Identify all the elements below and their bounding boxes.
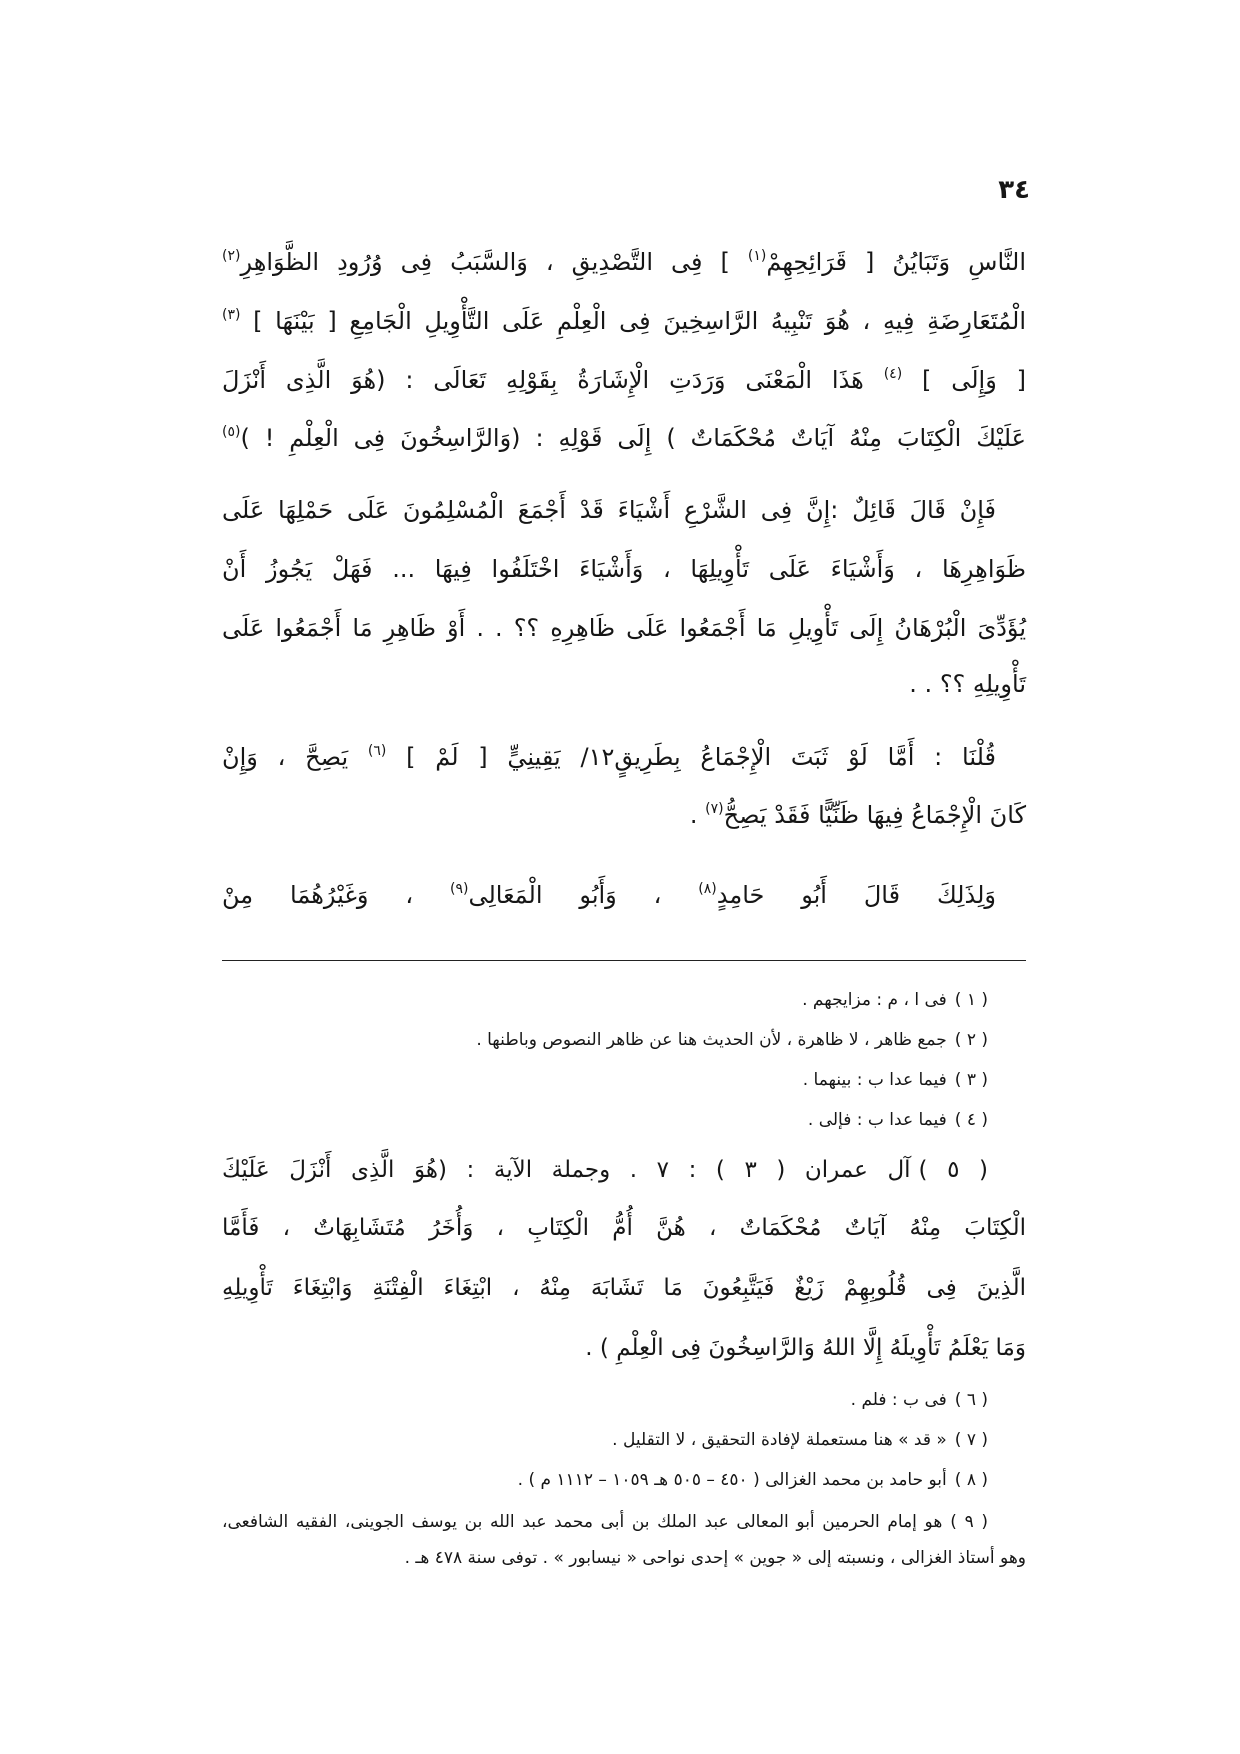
- footnote-8: [222, 1463, 1026, 1497]
- footnote-label: ( ٢ ): [954, 1030, 988, 1050]
- body-line-3: [222, 358, 1026, 402]
- footnote-label: ( ١ ): [954, 990, 988, 1010]
- body-text: يُؤَدِّىَ الْبُرْهَانُ إِلَى تَأْوِيلِ مَا أَجْمَعُوا عَلَى ظَاهِرِهِ ؟؟ . . أَوْ ظَاهِرِ مَا أَجْمَعُوا عَلَى: [222, 614, 1026, 642]
- footnote-separator: [222, 960, 1026, 961]
- body-line-7: [222, 606, 1026, 650]
- footnote-2: [222, 1023, 1026, 1057]
- footnote-text: « قد » هنا مستعملة لإفادة التحقيق ، لا التقليل .: [612, 1430, 947, 1450]
- footnote-text: فيما عدا ب : بينهما .: [802, 1070, 947, 1090]
- footnote-text: فيما عدا ب : فإلى .: [807, 1110, 947, 1130]
- body-line-1: [222, 240, 1026, 284]
- footnote-label: ( ٦ ): [954, 1390, 988, 1410]
- footnote-5-line-1: [222, 1148, 1026, 1192]
- footnote-ref-1: (١): [747, 248, 767, 264]
- footnote-text: فى ب : فلم .: [850, 1390, 947, 1410]
- footnote-9-line-2: [222, 1541, 1026, 1575]
- body-text: ظَوَاهِرِهَا ، وَأَشْيَاءَ عَلَى تَأْوِيلِهَا ، وَأَشْيَاءَ اخْتَلَفُوا فِيهَا ... فَهَلْ يَجُوزُ أَنْ: [222, 555, 1026, 583]
- body-text: الْمُتَعَارِضَةِ فِيهِ ، هُوَ تَنْبِيهُ الرَّاسِخِينَ فِى الْعِلْمِ عَلَى التَّأْوِيلِ الْجَامِعِ [ بَيْنَهَا ]: [240, 307, 1026, 335]
- footnote-5-line-4: [222, 1326, 1026, 1370]
- footnote-ref-2: (٢): [222, 248, 241, 264]
- body-text: ، وَأَبُو الْمَعَالِى: [468, 881, 699, 909]
- footnote-text: الَّذِينَ فِى قُلُوبِهِمْ زَيْغٌ فَيَتَّبِعُونَ مَا تَشَابَهَ مِنْهُ ، ابْتِغَاءَ الْفِتْنَةِ وَابْتِغَاءَ تَأْوِيلِهِ: [222, 1275, 1026, 1301]
- footnote-1: [222, 983, 1026, 1017]
- footnote-ref-5: (٥): [222, 424, 241, 440]
- body-line-4: [222, 416, 1026, 460]
- body-text: .: [689, 801, 706, 829]
- body-text: قُلْنَا : أَمَّا لَوْ ثَبَتَ الْإِجْمَاعُ بِطَرِيقٍ١٢/ يَقِينِيٍّ [ لَمْ ]: [386, 743, 996, 771]
- footnote-5-line-2: [222, 1206, 1026, 1250]
- body-text: كَانَ الْإِجْمَاعُ فِيهَا ظَنِّيًّا فَقَدْ يَصِحُّ: [723, 801, 1026, 829]
- footnote-ref-9: (٩): [450, 881, 469, 897]
- body-line-6: [222, 547, 1026, 591]
- footnote-3: [222, 1063, 1026, 1097]
- footnote-text: وهو أستاذ الغزالى ، ونسبته إلى « جوين » إحدى نواحى « نيسابور » . توفى سنة ٤٧٨ هـ .: [404, 1548, 1026, 1568]
- footnote-ref-7: (٧): [705, 801, 724, 817]
- footnote-ref-8: (٨): [698, 881, 717, 897]
- footnote-4: [222, 1103, 1026, 1137]
- footnote-text: هو إمام الحرمين أبو المعالى عبد الملك بن أبى محمد عبد الله بن يوسف الجوينى، الفقيه الشافعى،: [222, 1512, 943, 1532]
- body-line-9: [222, 735, 1026, 779]
- body-text: تَأْوِيلِهِ ؟؟ . .: [909, 670, 1026, 698]
- body-text: النَّاسِ وَتَبَايُنُ [ قَرَائِحِهِمْ: [766, 248, 1026, 276]
- footnote-ref-3: (٣): [222, 307, 241, 323]
- body-text: ] فِى التَّصْدِيقِ ، وَالسَّبَبُ فِى وُرُودِ الظَّوَاهِرِ: [240, 248, 748, 276]
- footnote-label: ( ٥ ): [918, 1157, 988, 1183]
- footnote-label: ( ٧ ): [954, 1430, 988, 1450]
- footnote-9-line-1: [222, 1505, 1026, 1539]
- footnote-label: ( ٨ ): [954, 1470, 988, 1490]
- body-line-8: [222, 662, 1026, 706]
- body-line-11: [222, 873, 1026, 917]
- footnote-label: ( ٤ ): [954, 1110, 988, 1130]
- footnote-7: [222, 1423, 1026, 1457]
- footnote-5-line-3: [222, 1266, 1026, 1310]
- footnote-text: فى ا ، م : مزايجهم .: [802, 990, 947, 1010]
- footnote-ref-4: (٤): [883, 366, 903, 382]
- body-text: فَإِنْ قَالَ قَائِلٌ :إِنَّ فِى الشَّرْعِ أَشْيَاءَ قَدْ أَجْمَعَ الْمُسْلِمُونَ عَلَى حَمْلِهَا عَلَى: [222, 496, 996, 524]
- footnote-text: أبو حامد بن محمد الغزالى ( ٤٥٠ – ٥٠٥ هـ ١٠٥٩ – ١١١٢ م ) .: [517, 1470, 947, 1490]
- footnote-ref-6: (٦): [367, 743, 387, 759]
- footnote-text: وَمَا يَعْلَمُ تَأْوِيلَهُ إِلَّا اللهُ وَالرَّاسِخُونَ فِى الْعِلْمِ ) .: [585, 1335, 1026, 1361]
- footnote-text: جمع ظاهر ، لا ظاهرة ، لأن الحديث هنا عن ظاهر النصوص وباطنها .: [476, 1030, 947, 1050]
- body-text: ، وَغَيْرُهُمَا مِنْ: [222, 881, 450, 909]
- footnote-6: [222, 1383, 1026, 1417]
- body-text: وَلِذَلِكَ قَالَ أَبُو حَامِدٍ: [716, 881, 996, 909]
- body-line-10: [222, 793, 1026, 837]
- body-text: عَلَيْكَ الْكِتَابَ مِنْهُ آيَاتٌ مُحْكَمَاتٌ ) إِلَى قَوْلِهِ : (وَالرَّاسِخُونَ فِى الْعِلْمِ ! ): [240, 424, 1026, 452]
- footnote-text: الْكِتَابَ مِنْهُ آيَاتٌ مُحْكَمَاتٌ ، هُنَّ أُمُّ الْكِتَابِ ، وَأُخَرُ مُتَشَابِهَاتٌ ، فَأَمَّا: [222, 1215, 1026, 1241]
- page-number: ٣٤: [998, 175, 1030, 205]
- footnote-label: ( ٣ ): [954, 1070, 988, 1090]
- body-text: يَصِحَّ ، وَإِنْ: [222, 743, 368, 771]
- footnote-text: آل عمران ( ٣ ) : ٧ . وجملة الآية : (هُوَ الَّذِى أَنْزَلَ عَلَيْكَ: [222, 1157, 911, 1183]
- body-text: [ وَإِلَى ]: [902, 366, 1027, 394]
- body-line-5: [222, 488, 1026, 532]
- body-line-2: [222, 299, 1026, 343]
- footnote-label: ( ٩ ): [950, 1512, 988, 1532]
- body-text: هَذَا الْمَعْنَى وَرَدَتِ الْإِشَارَةُ بِقَوْلِهِ تَعَالَى : (هُوَ الَّذِى أَنْزَلَ: [222, 366, 884, 394]
